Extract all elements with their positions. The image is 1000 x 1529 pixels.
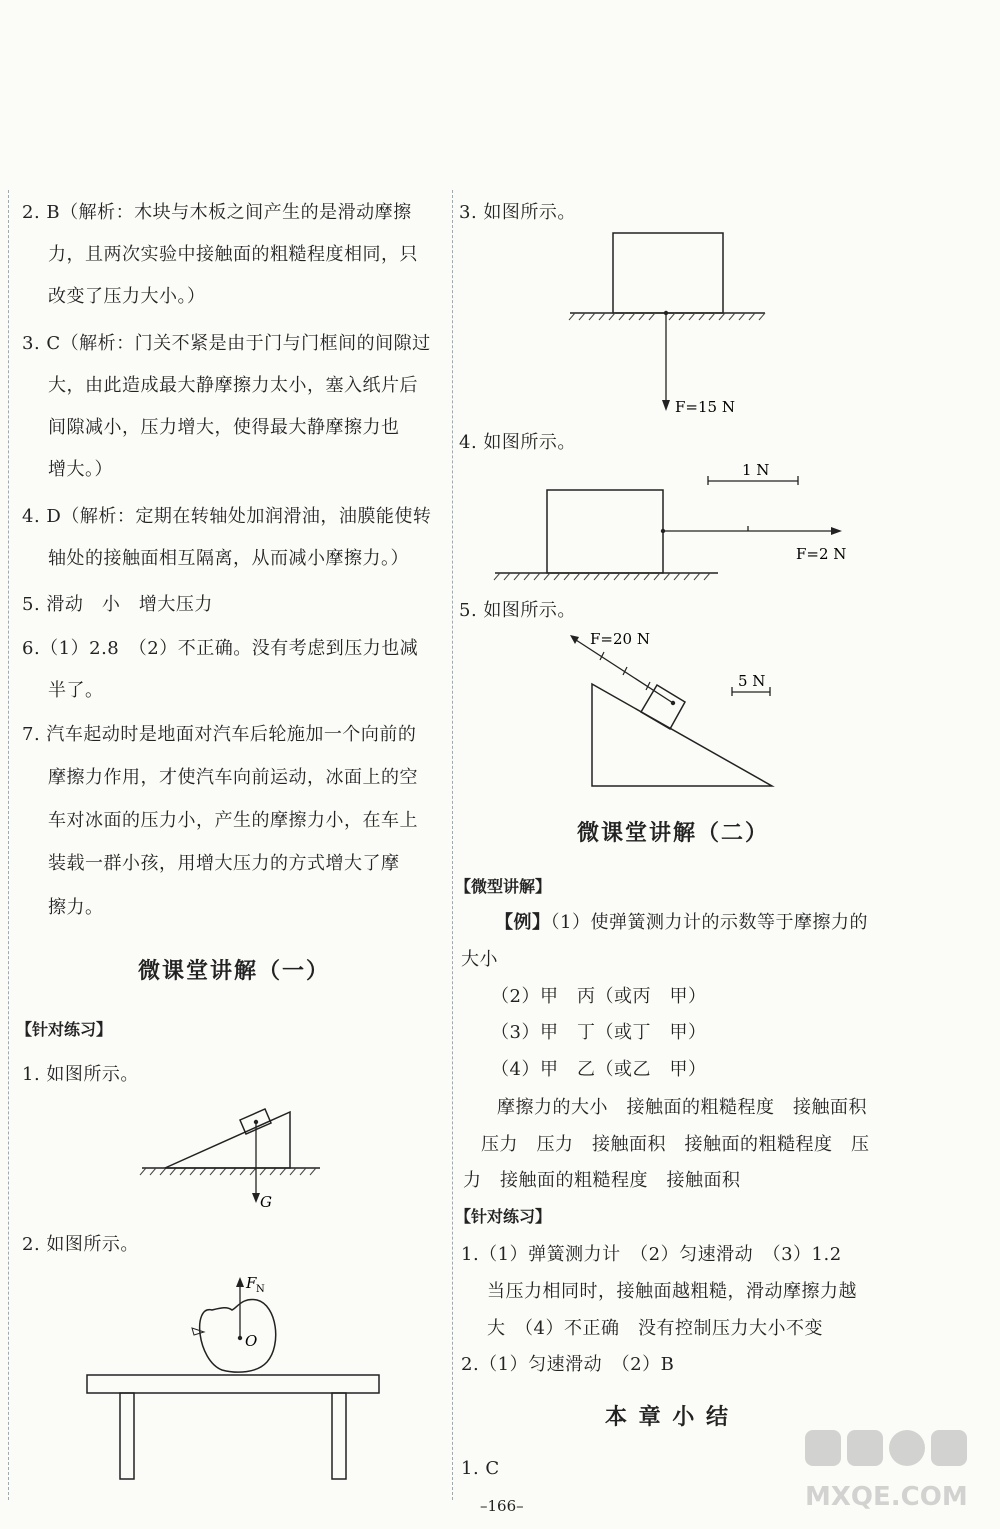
answer-7-line5: 擦力。 (48, 897, 104, 918)
summary-answer-1: 1. C (461, 1458, 500, 1479)
scale-label-5n: 5 N (738, 672, 766, 690)
answer-4-line1: 4. D（解析：定期在转轴处加润滑油，油膜能使转 (22, 506, 432, 527)
answer-3-line4: 增大。） (48, 459, 113, 480)
practice-1: 1. 如图所示。 (22, 1064, 139, 1085)
practice-4: 4. 如图所示。 (459, 432, 576, 453)
subsection-heading: 【针对练习】 (16, 1020, 113, 1039)
center-label: O (245, 1332, 258, 1350)
figure-incline-gravity (130, 1100, 330, 1215)
example-line3: （3）甲 丁（或丁 甲） (491, 1022, 707, 1043)
answer-2-line1: 2. B（解析：木块与木板之间产生的是滑动摩擦 (22, 202, 412, 223)
figure-incline-pull (560, 622, 800, 794)
pressure-force-label: F=15 N (675, 398, 735, 416)
answer-3-line1: 3. C（解析：门关不紧是由于门与门框间的间隙过 (22, 333, 431, 354)
answer-2-line2: 力，且两次实验中接触面的粗糙程度相同，只 (48, 244, 418, 265)
figure-apple-table (82, 1270, 382, 1485)
page-number: –166– (480, 1497, 524, 1515)
answer-7-line4: 装载一群小孩，用增大压力的方式增大了摩 (48, 853, 400, 874)
chapter-summary-title: 本 章 小 结 (605, 1405, 730, 1430)
answer-6-line2: 半了。 (48, 680, 104, 701)
gravity-label: G (260, 1193, 272, 1211)
practice-q2: 2.（1）匀速滑动 （2）B (461, 1354, 675, 1375)
section-title-1: 微课堂讲解（一） (138, 959, 331, 984)
right-column (455, 0, 1000, 1529)
example-line5: 摩擦力的大小 接触面的粗糙程度 接触面积 (497, 1097, 867, 1118)
figure-box-pull (490, 455, 850, 585)
example-line1 (495, 908, 868, 934)
practice-5: 5. 如图所示。 (459, 600, 576, 621)
scale-label-1n: 1 N (742, 461, 770, 479)
micro-explanation-heading: 【微型讲解】 (455, 877, 552, 896)
section-title-2: 微课堂讲解（二） (577, 821, 770, 846)
practice-q1-line2: 当压力相同时，接触面越粗糙，滑动摩擦力越 (487, 1281, 857, 1302)
normal-force-label: F (246, 1274, 257, 1292)
example-line4: （4）甲 乙（或乙 甲） (491, 1059, 707, 1080)
column-divider (452, 190, 453, 1500)
answer-2-line3: 改变了压力大小。） (48, 286, 206, 307)
practice-heading-2: 【针对练习】 (455, 1207, 552, 1226)
example-line1b: 大小 (461, 949, 498, 970)
example-tag: 【例】 (495, 912, 551, 933)
pull-force-label: F=2 N (796, 545, 847, 563)
answer-7-line3: 车对冰面的压力小，产生的摩擦力小，在车上 (48, 810, 418, 831)
answer-6-line1: 6.（1）2.8 （2）不正确。没有考虑到压力也减 (22, 638, 419, 659)
answer-3-line3: 间隙减小，压力增大，使得最大静摩擦力也 (48, 417, 400, 438)
example-line7: 力 接触面的粗糙程度 接触面积 (463, 1170, 741, 1191)
figure-box-pressure (565, 228, 775, 418)
answer-7-line2: 摩擦力作用，才使汽车向前运动，冰面上的空 (48, 767, 418, 788)
normal-force-subscript: N (256, 1284, 265, 1295)
practice-2: 2. 如图所示。 (22, 1234, 139, 1255)
example-line2: （2）甲 丙（或丙 甲） (491, 986, 707, 1007)
left-column (0, 0, 450, 1529)
practice-q1-line1: 1.（1）弹簧测力计 （2）匀速滑动 （3）1.2 (461, 1244, 842, 1265)
practice-q1-line3: 大 （4）不正确 没有控制压力大小不变 (487, 1318, 823, 1339)
answer-3-line2: 大，由此造成最大静摩擦力太小，塞入纸片后 (48, 375, 418, 396)
incline-force-label: F=20 N (590, 630, 650, 648)
example-line6: 压力 压力 接触面积 接触面的粗糙程度 压 (481, 1134, 870, 1155)
watermark-text: MXQE.COM (805, 1482, 968, 1512)
watermark (800, 1425, 990, 1519)
answer-4-line2: 轴处的接触面相互隔离，从而减小摩擦力。） (48, 548, 409, 569)
practice-3: 3. 如图所示。 (459, 202, 576, 223)
answer-5: 5. 滑动 小 增大压力 (22, 594, 213, 615)
example-line1-text: （1）使弹簧测力计的示数等于摩擦力的 (550, 912, 868, 933)
answer-7-line1: 7. 汽车起动时是地面对汽车后轮施加一个向前的 (22, 724, 417, 745)
